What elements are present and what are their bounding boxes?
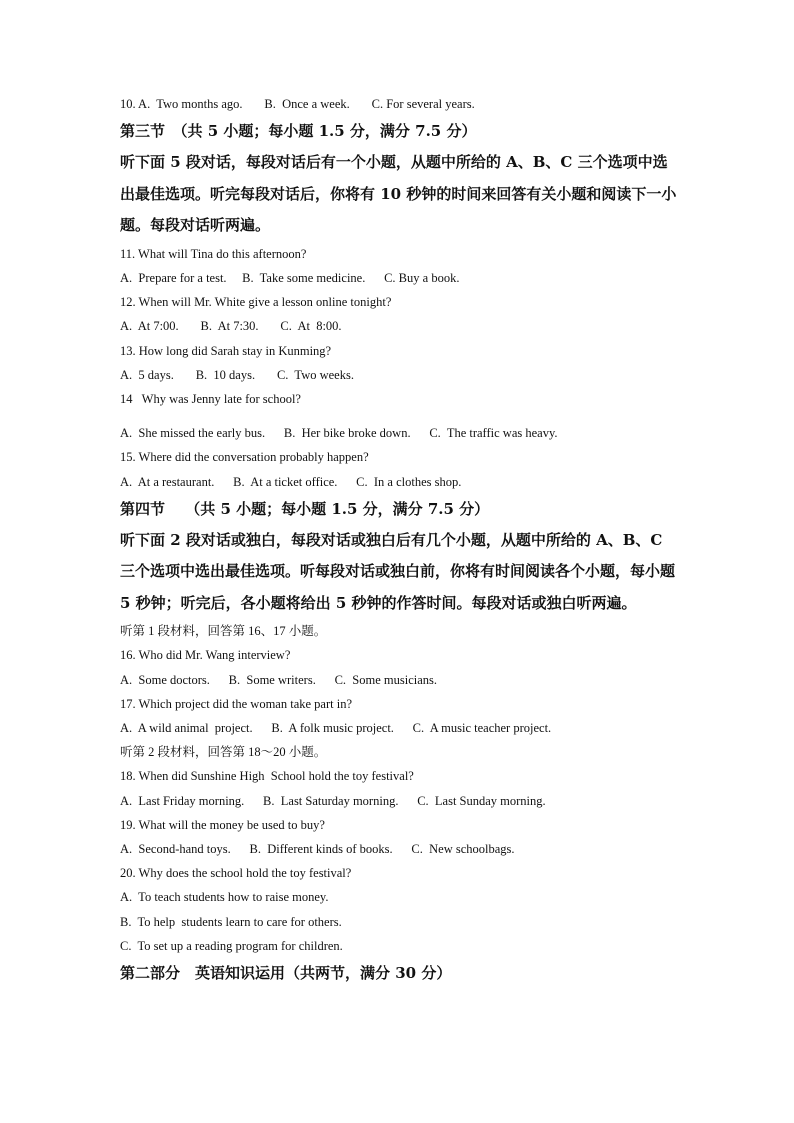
q17-options: A. A wild animal project. B. A folk music project. C. A music teacher project. xyxy=(120,721,552,736)
q19-text: 19. What will the money be used to buy? xyxy=(120,817,325,832)
part-2-heading: 第二部分 英语知识运用（共两节，满分 30 分） xyxy=(120,964,452,983)
section-3-instructions: 听下面 5 段对话，每段对话后有一个小题，从题中所给的 A、B、C 三个选项中选出最佳选项。听完每段对话后，你将有 10 秒钟的时间来回答有关小题和阅读下一小题。每段对话听两遍。 xyxy=(120,153,677,235)
q16-options: A. Some doctors. B. Some writers. C. Some musicians. xyxy=(120,672,437,687)
q17-text: 17. Which project did the woman take part in? xyxy=(120,696,352,711)
exam-page xyxy=(120,92,680,989)
q16-text: 16. Who did Mr. Wang interview? xyxy=(120,648,291,663)
q20-option-b: B. To help students learn to care for others. xyxy=(120,914,342,929)
q14-text: 14 Why was Jenny late for school? xyxy=(120,391,301,406)
q13-text: 13. How long did Sarah stay in Kunming? xyxy=(120,343,332,358)
section-3-heading: 第三节 （共 5 小题；每小题 1.5 分，满分 7.5 分） xyxy=(120,122,477,141)
q10-options: 10. A. Two months ago. B. Once a week. C. For several years. xyxy=(120,97,475,111)
q14-options: A. She missed the early bus. B. Her bike broke down. C. The traffic was heavy. xyxy=(120,426,558,441)
material-1-note: 听第 1 段材料，回答第 16、17 小题。 xyxy=(120,624,327,639)
q13-options: A. 5 days. B. 10 days. C. Two weeks. xyxy=(120,367,354,382)
section-4-heading: 第四节 （共 5 小题；每小题 1.5 分，满分 7.5 分） xyxy=(120,499,490,518)
q15-options: A. At a restaurant. B. At a ticket office. C. In a clothes shop. xyxy=(120,474,462,489)
q12-options: A. At 7:00. B. At 7:30. C. At 8:00. xyxy=(120,319,342,334)
q19-options: A. Second-hand toys. B. Different kinds of books. C. New schoolbags. xyxy=(120,842,515,857)
q11-options: A. Prepare for a test. B. Take some medicine. C. Buy a book. xyxy=(120,270,460,285)
q20-text: 20. Why does the school hold the toy festival? xyxy=(120,866,352,881)
q18-options: A. Last Friday morning. B. Last Saturday morning. C. Last Sunday morning. xyxy=(120,793,546,808)
material-2-note: 听第 2 段材料，回答第 18～20 小题。 xyxy=(120,745,327,760)
q18-text: 18. When did Sunshine High School hold the toy festival? xyxy=(120,769,414,784)
q20-option-c: C. To set up a reading program for children. xyxy=(120,938,343,953)
q12-text: 12. When will Mr. White give a lesson online tonight? xyxy=(120,295,392,310)
spacer xyxy=(120,411,680,421)
section-4-instructions: 听下面 2 段对话或独白，每段对话或独白后有几个小题，从题中所给的 A、B、C 三个选项中选出最佳选项。听每段对话或独白前，你将有时间阅读各个小题，每小题 5 秒钟；听完后，各小题将给出 5 秒钟的作答时间。每段对话或独白听两遍。 xyxy=(120,530,676,612)
q15-text: 15. Where did the conversation probably happen? xyxy=(120,450,369,465)
q11-text: 11. What will Tina do this afternoon? xyxy=(120,246,307,261)
q20-option-a: A. To teach students how to raise money. xyxy=(120,890,329,905)
